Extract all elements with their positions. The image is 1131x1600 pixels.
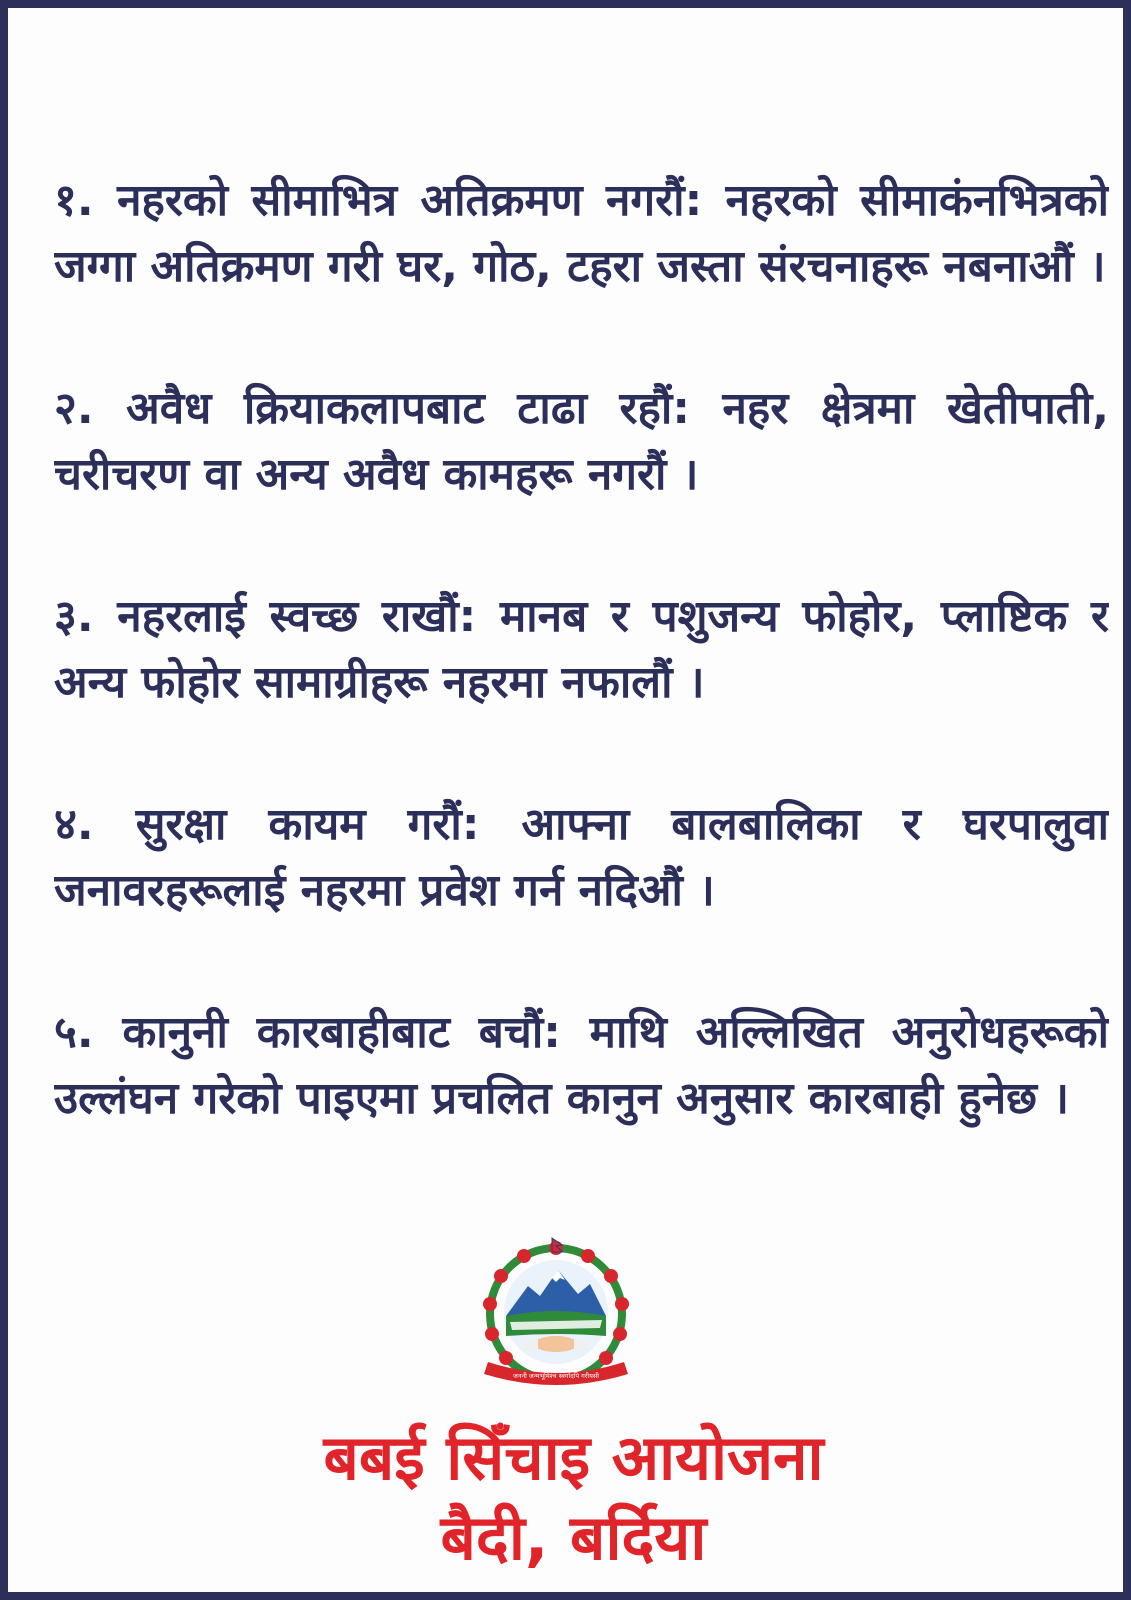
rule-item: ५. कानुनी कारबाहीबाट बचौं: माथि अल्लिखित अनुरोधहरूको उल्लंघन गरेको पाइएमा प्रचलित कानुन अनुसार कारबाही हुनेछ । (54, 1007, 1109, 1124)
rule-item: ४. सुरक्षा कायम गरौं: आफ्ना बालबालिका र घरपालुवा जनावरहरूलाई नहरमा प्रवेश गर्न नदिऔं । (54, 799, 1109, 916)
rule-item: १. नहरको सीमाभित्र अतिक्रमण नगरौं: नहरको सीमाकंनभित्रको जग्गा अतिक्रमण गरी घर, गोठ, टहरा जस्ता संरचनाहरू नबनाऔं । (54, 175, 1109, 292)
emblem-motto: जननी जन्मभूमिश्च स्वर्गादपि गरीयसी (513, 1372, 599, 1380)
rule-item: २. अवैध क्रियाकलापबाट टाढा रहौं: नहर क्षेत्रमा खेतीपाती, चरीचरण वा अन्य अवैध कामहरू नगरौं । (54, 383, 1109, 500)
organization-place: बैदी, बर्दिया (440, 1501, 707, 1574)
nepal-emblem-icon (466, 1236, 646, 1396)
rule-item: ३. नहरलाई स्वच्छ राखौं: मानब र पशुजन्य फोहोर, प्लाष्टिक र अन्य फोहोर सामाग्रीहरू नहरमा नफालौं । (54, 591, 1109, 708)
organization-name: बबई सिँचाइ आयोजना (323, 1421, 824, 1494)
rules-list (54, 168, 1109, 1208)
